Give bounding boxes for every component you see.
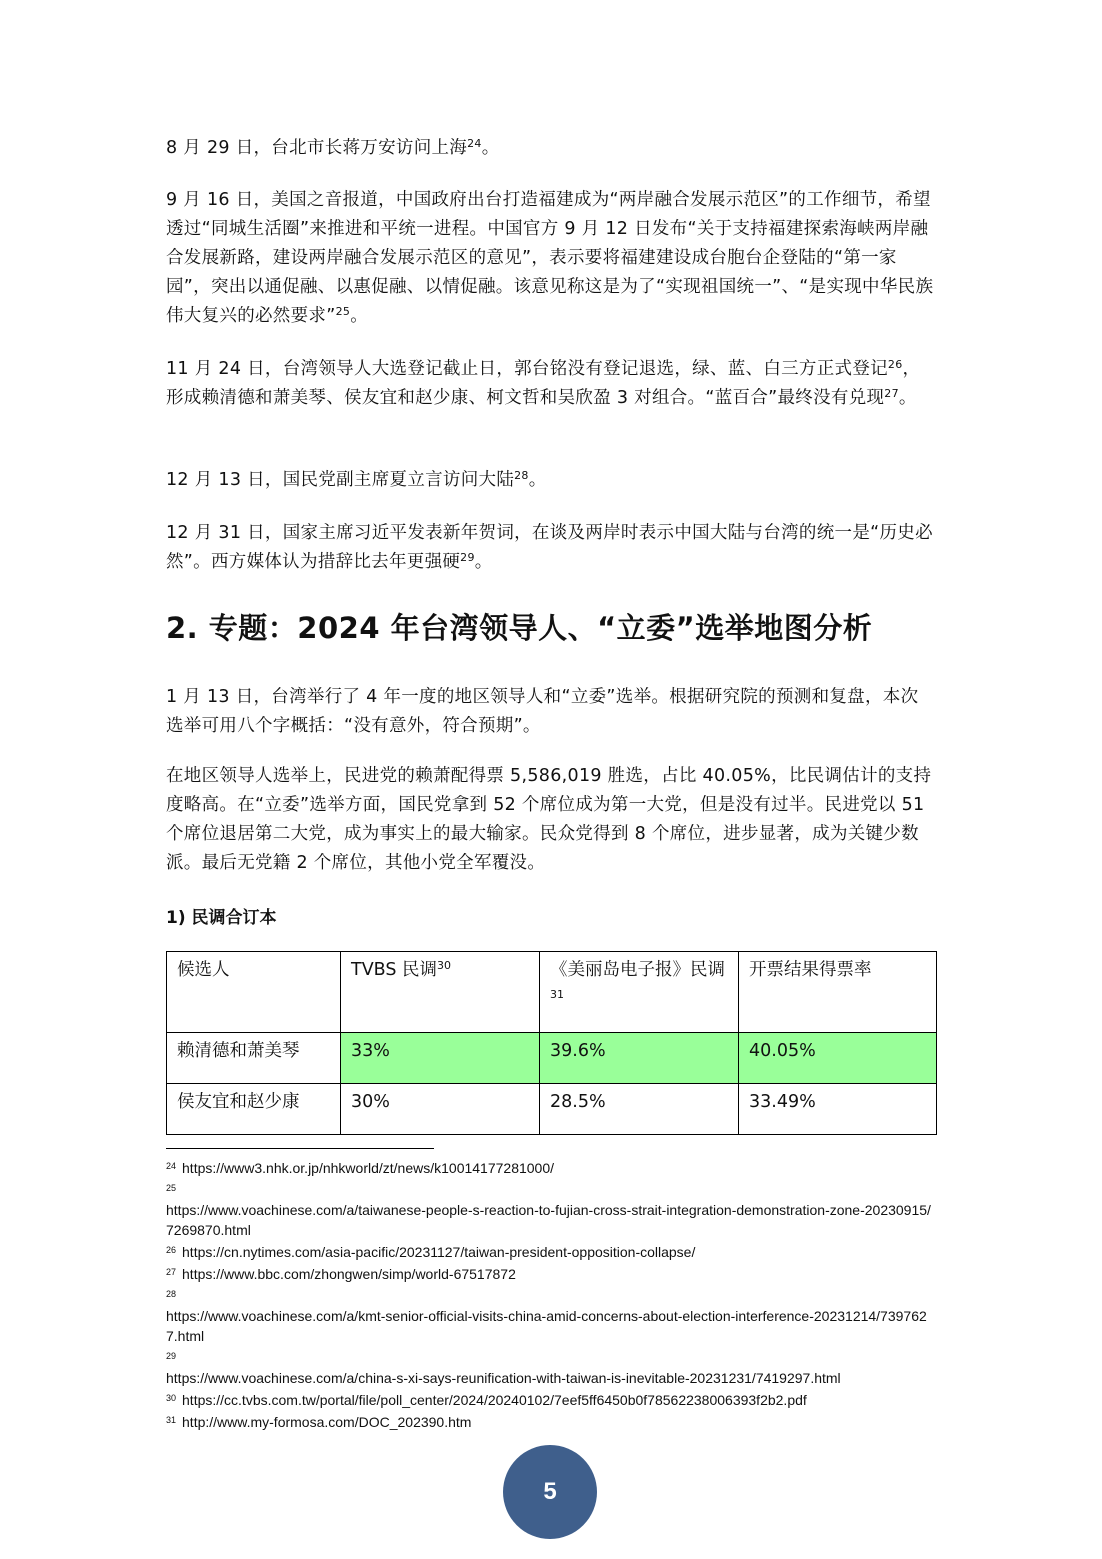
table-header-row xyxy=(167,952,937,1033)
footnote-26: $^{26}$ https://cn.nytimes.com/asia-pacific/20231127/taiwan-president-opposition-collapse/ xyxy=(166,1244,696,1260)
cell-formosa: 28.5% xyxy=(540,1084,739,1135)
footnote-25: $^{25}$ https://www.voachinese.com/a/taiwanese-people-s-reaction-to-fujian-cross-strait-integration-demonstration-zone-20230915/7269870.html xyxy=(166,1183,931,1238)
header-candidate: 候选人 xyxy=(167,952,341,1033)
footnote-ref-27[interactable]: 27 xyxy=(884,387,899,400)
footnote-ref-26[interactable]: 26 xyxy=(887,358,903,371)
section-heading: 2. 专题：2024 年台湾领导人、“立委”选举地图分析 xyxy=(166,611,873,645)
footnote-27: $^{27}$ https://www.bbc.com/zhongwen/simp/world-67517872 xyxy=(166,1266,516,1282)
cell-formosa: 39.6% xyxy=(540,1033,739,1084)
paragraph-aug-29: 8 月 29 日，台北市长蒋万安访问上海$^{24}$。 xyxy=(166,137,500,158)
cell-candidate: 侯友宜和赵少康 xyxy=(167,1084,341,1135)
footnote-ref-24[interactable]: 24 xyxy=(467,137,482,150)
footnote-divider xyxy=(166,1148,434,1149)
paragraph-jan-13: 1 月 13 日，台湾举行了 4 年一度的地区领导人和“立委”选举。根据研究院的预测和复盘，本次选举可用八个字概括：“没有意外，符合预期”。 xyxy=(166,687,919,736)
cell-candidate: 赖清德和萧美琴 xyxy=(167,1033,341,1084)
table-row xyxy=(167,1084,937,1135)
cell-tvbs: 33% xyxy=(341,1033,540,1084)
cell-result: 40.05% xyxy=(739,1033,937,1084)
footnote-30: $^{30}$ https://cc.tvbs.com.tw/portal/file/poll_center/2024/20240102/7eef5ff6450b0f78562238006393f2b2.pdf xyxy=(166,1392,807,1408)
footnote-ref-29[interactable]: 29 xyxy=(460,551,475,564)
paragraph-dec-13: 12 月 13 日，国民党副主席夏立言访问大陆$^{28}$。 xyxy=(166,469,547,490)
footnote-31: $^{31}$ http://www.my-formosa.com/DOC_202390.htm xyxy=(166,1414,472,1430)
paragraph-nov-24: 11 月 24 日，台湾领导人大选登记截止日，郭台铭没有登记退选，绿、蓝、白三方正式登记$^{26}$，形成赖清德和萧美琴、侯友宜和赵少康、柯文哲和吴欣盈 3 对组合。“蓝百合”最终没有兑现$^{27}$。 xyxy=(166,358,921,408)
footnote-29: $^{29}$ https://www.voachinese.com/a/china-s-xi-says-reunification-with-taiwan-is-inevitable-20231231/7419297.html xyxy=(166,1351,841,1386)
footnotes xyxy=(166,1156,936,1432)
cell-result: 33.49% xyxy=(739,1084,937,1135)
cell-tvbs: 30% xyxy=(341,1084,540,1135)
footnote-ref-25[interactable]: 25 xyxy=(335,305,351,318)
footnote-24: $^{24}$ https://www3.nhk.or.jp/nhkworld/zt/news/k10014177281000/ xyxy=(166,1160,555,1176)
footnote-ref-31[interactable]: 31 xyxy=(550,988,564,1001)
table-row xyxy=(167,1033,937,1084)
page-number-badge: 5 xyxy=(503,1445,597,1539)
footnote-ref-30[interactable]: 30 xyxy=(437,959,452,972)
paragraph-sep-16: 9 月 16 日，美国之音报道，中国政府出台打造福建成为“两岸融合发展示范区”的工作细节，希望透过“同城生活圈”来推进和平统一进程。中国官方 9 月 12 日发布“关于支持福建探索海峡两岸融合发展新路，建设两岸融合发展示范区的意见”，表示要将福建建设成台胞台企登陆的“第一家园”，突出以通促融、以惠促融、以情促融。该意见称这是为了“实现祖国统一”、“是实现中华民族伟大复兴的必然要求”$^{25}$。 xyxy=(166,190,934,326)
footnote-ref-28[interactable]: 28 xyxy=(514,469,529,482)
paragraph-election-results: 在地区领导人选举上，民进党的赖萧配得票 5,586,019 胜选，占比 40.05%，比民调估计的支持度略高。在“立委”选举方面，国民党拿到 52 个席位成为第一大党，但是没有过半。民进党以 51 个席位退居第二大党，成为事实上的最大输家。民众党得到 8 个席位，进步显著，成为关键少数派。最后无党籍 2 个席位，其他小党全军覆没。 xyxy=(166,766,932,873)
subheading-poll-compilation: 1) 民调合订本 xyxy=(166,908,277,928)
header-formosa: 《美丽岛电子报》民调$^{31}$ xyxy=(540,952,739,1033)
header-tvbs: TVBS 民调$^{30}$ xyxy=(341,952,540,1033)
footnote-28: $^{28}$ https://www.voachinese.com/a/kmt-senior-official-visits-china-amid-concerns-about-election-interference-20231214/7397627.html xyxy=(166,1289,927,1344)
poll-table xyxy=(166,951,937,1135)
paragraph-dec-31: 12 月 31 日，国家主席习近平发表新年贺词，在谈及两岸时表示中国大陆与台湾的统一是“历史必然”。西方媒体认为措辞比去年更强硬$^{29}$。 xyxy=(166,523,933,572)
header-result: 开票结果得票率 xyxy=(739,952,937,1033)
